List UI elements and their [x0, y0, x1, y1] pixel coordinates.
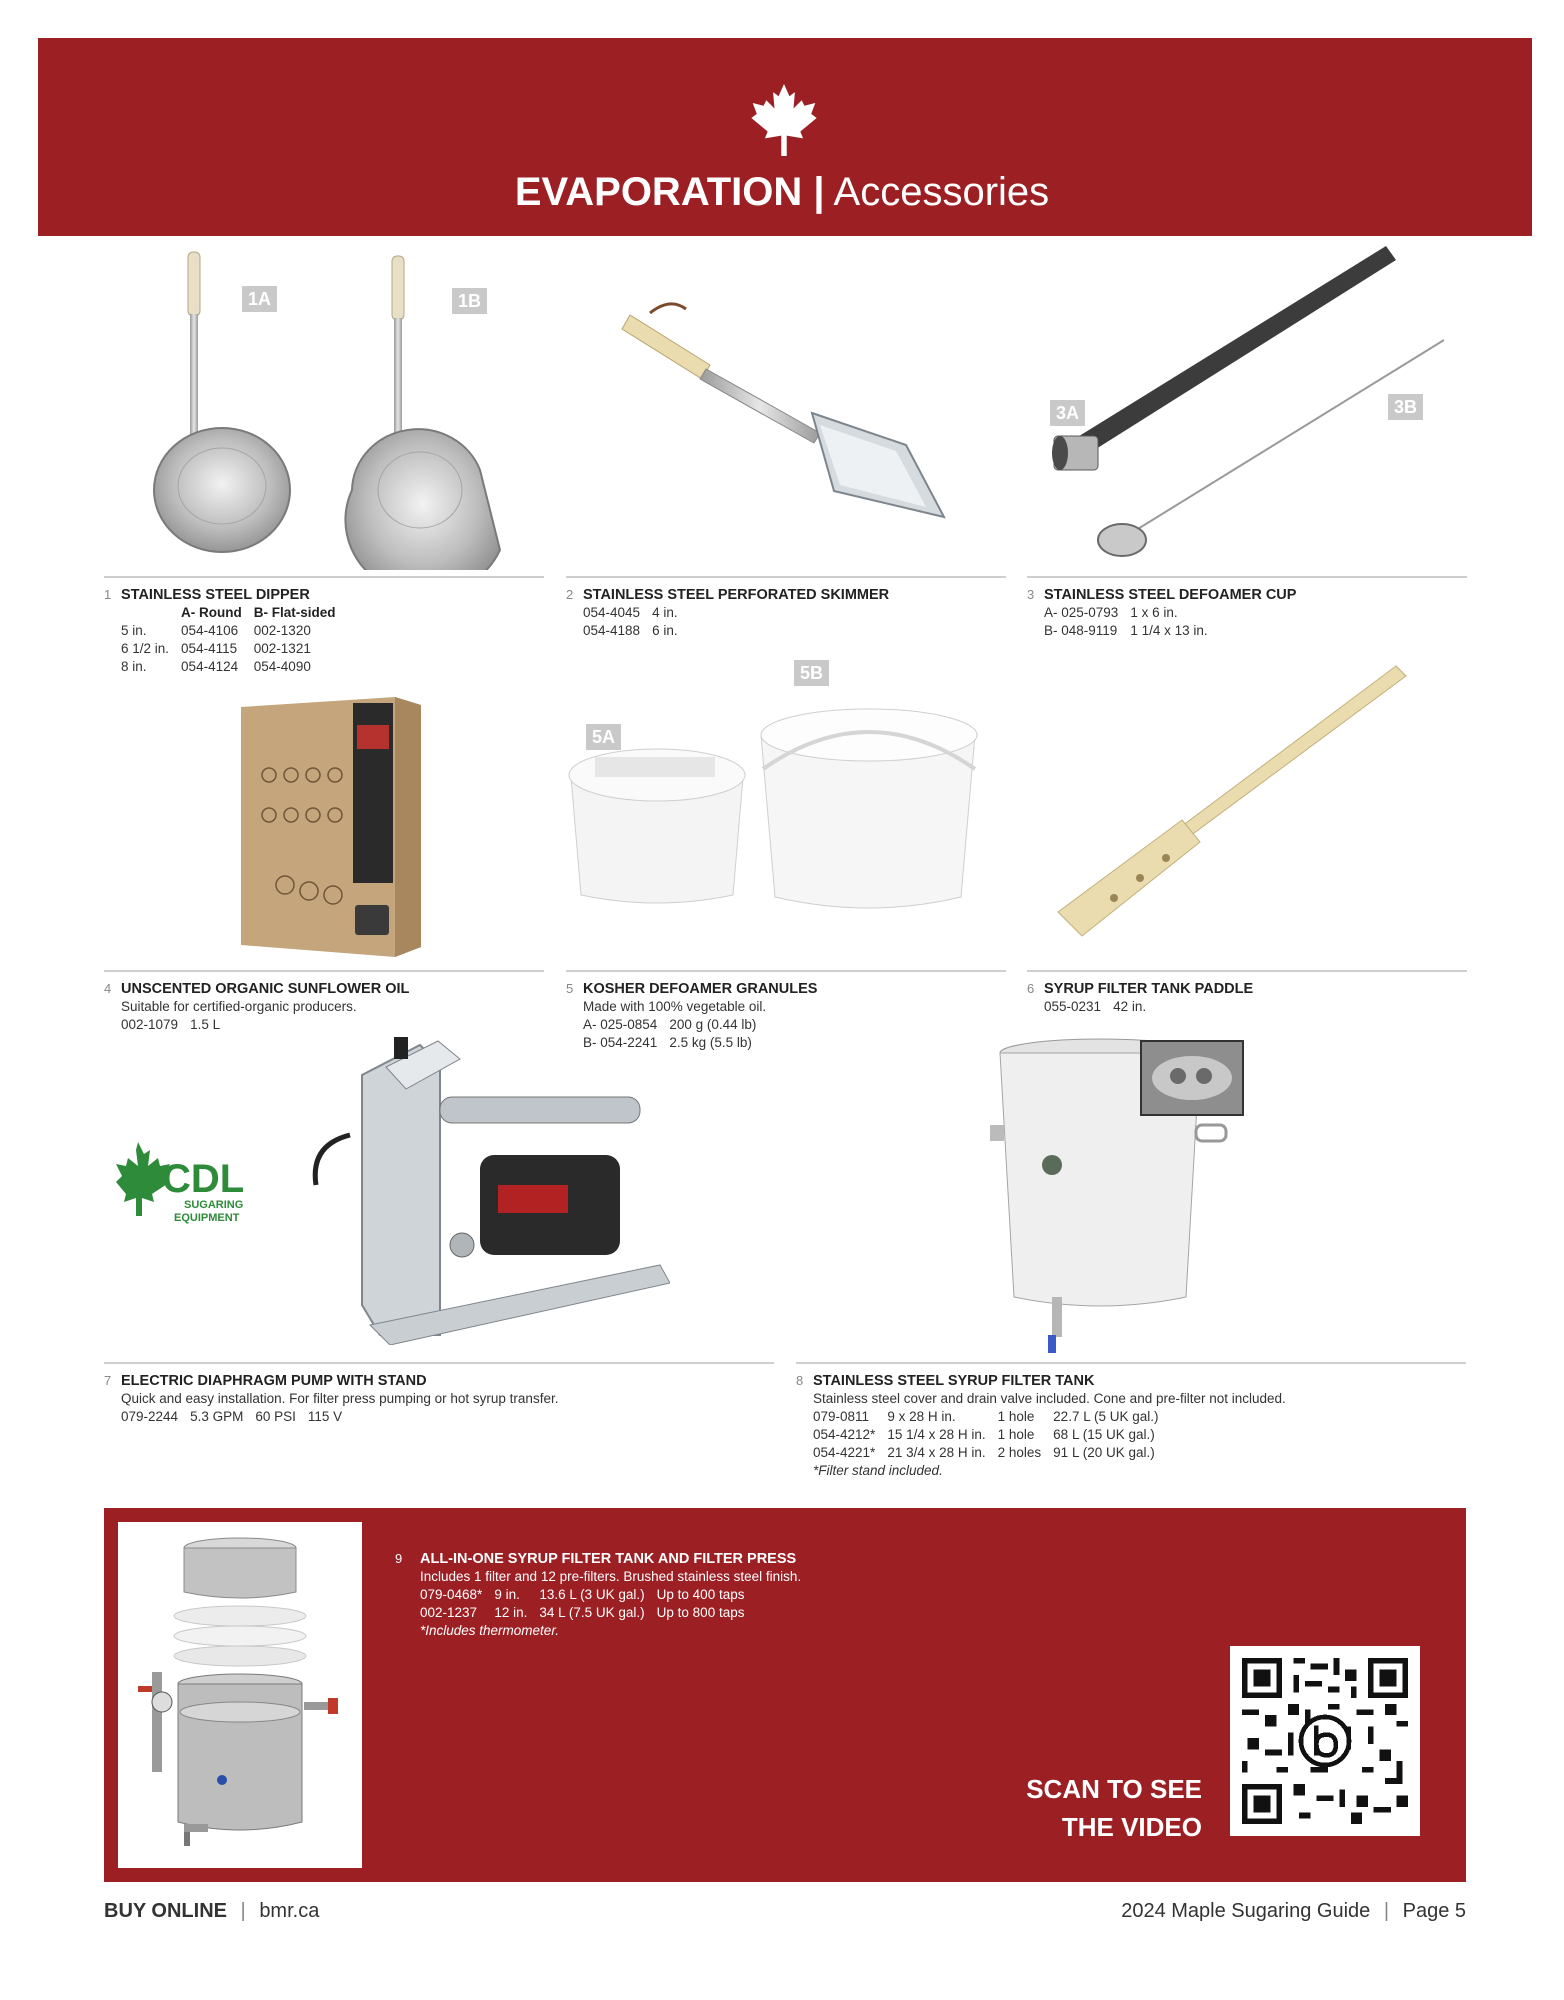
table-row — [1044, 622, 1220, 640]
product-7-table — [121, 1408, 354, 1426]
table-cell: B- 054-2241 — [583, 1035, 658, 1050]
product-7-title: ELECTRIC DIAPHRAGM PUMP WITH STAND — [121, 1373, 427, 1389]
buy-online-label: BUY ONLINE — [104, 1900, 227, 1922]
table-cell: 054-4124 — [181, 659, 239, 674]
table-row — [121, 640, 348, 658]
table-header-row — [121, 604, 348, 622]
table-cell: 054-4045 — [583, 605, 641, 620]
table-cell: 9 in. — [494, 1587, 520, 1602]
table-row — [583, 604, 690, 622]
table-cell: 115 V — [307, 1409, 343, 1424]
filter-press-photo-frame — [118, 1522, 362, 1868]
divider-8 — [796, 1362, 1466, 1364]
footer-separator-2: | — [1383, 1900, 1390, 1922]
scan-line-1: SCAN TO SEE — [1026, 1774, 1202, 1804]
logo-line2: EQUIPMENT — [174, 1212, 240, 1224]
divider-5 — [566, 970, 1006, 972]
table-cell: 8 in. — [121, 659, 147, 674]
product-9-title: ALL-IN-ONE SYRUP FILTER TANK AND FILTER PRESS — [420, 1551, 797, 1567]
table-cell: B- 048-9119 — [1044, 623, 1118, 638]
table-cell: 002-1237 — [420, 1605, 478, 1620]
product-8-table — [813, 1408, 1170, 1462]
product-4 — [104, 980, 544, 1034]
filter-tank-inset-photo — [1140, 1040, 1244, 1116]
guide-footer — [1121, 1900, 1466, 1923]
table-cell — [121, 604, 181, 622]
table-cell: 5.3 GPM — [190, 1409, 244, 1424]
title-separator: | — [813, 170, 825, 214]
product-4-table — [121, 1016, 232, 1034]
maple-leaf-icon — [750, 82, 818, 158]
cdl-logo — [116, 1140, 276, 1226]
scan-to-see-video — [960, 1770, 1202, 1846]
product-5-number: 5 — [566, 981, 574, 996]
product-2-number: 2 — [566, 587, 574, 602]
footer-separator: | — [240, 1900, 246, 1922]
product-6-title: SYRUP FILTER TANK PADDLE — [1044, 981, 1254, 997]
divider-1 — [104, 576, 544, 578]
qr-code[interactable] — [1230, 1646, 1420, 1836]
guide-title: 2024 Maple Sugaring Guide — [1121, 1900, 1371, 1922]
table-cell: 002-1079 — [121, 1017, 179, 1032]
product-8-description: Stainless steel cover and drain valve included. Cone and pre-filter not included. — [813, 1391, 1286, 1406]
product-6 — [1027, 980, 1467, 1016]
buy-online-footer — [104, 1900, 319, 1923]
table-cell: A- 025-0854 — [583, 1017, 658, 1032]
table-cell: 079-0468* — [420, 1587, 483, 1602]
product-9-note: *Includes thermometer. — [420, 1623, 560, 1638]
product-6-number: 6 — [1027, 981, 1035, 996]
table-cell: 1 hole — [997, 1427, 1035, 1442]
table-cell: 9 x 28 H in. — [887, 1409, 956, 1424]
table-cell: 34 L (7.5 UK gal.) — [539, 1605, 645, 1620]
table-cell: 054-4188 — [583, 623, 641, 638]
table-row — [583, 1016, 768, 1034]
product-9-number: 9 — [395, 1551, 403, 1566]
table-cell: 200 g (0.44 lb) — [669, 1017, 757, 1032]
product-3 — [1027, 586, 1467, 640]
filter-press-photo — [118, 1522, 362, 1868]
product-9-table — [420, 1586, 756, 1622]
logo-brand: CDL — [162, 1157, 245, 1201]
table-cell: 054-4212* — [813, 1427, 876, 1442]
skimmer-photo — [620, 295, 980, 525]
product-2-title: STAINLESS STEEL PERFORATED SKIMMER — [583, 587, 890, 603]
divider-4 — [104, 970, 544, 972]
table-cell: A- 025-0793 — [1044, 605, 1119, 620]
website-link[interactable]: bmr.ca — [259, 1900, 320, 1922]
table-row — [121, 1408, 354, 1426]
product-1-title: STAINLESS STEEL DIPPER — [121, 587, 310, 603]
qr-code-icon — [1242, 1658, 1408, 1824]
product-8-title: STAINLESS STEEL SYRUP FILTER TANK — [813, 1373, 1095, 1389]
table-cell: 4 in. — [652, 605, 678, 620]
product-2 — [566, 586, 1006, 640]
table-cell: Up to 400 taps — [656, 1587, 745, 1602]
table-cell: 5 in. — [121, 623, 147, 638]
divider-6 — [1027, 970, 1467, 972]
product-7-description: Quick and easy installation. For filter press pumping or hot syrup transfer. — [121, 1391, 559, 1406]
table-row — [121, 622, 348, 640]
table-cell: 13.6 L (3 UK gal.) — [539, 1587, 645, 1602]
table-cell: 1 x 6 in. — [1130, 605, 1178, 620]
product-5-description: Made with 100% vegetable oil. — [583, 999, 767, 1014]
product-4-title: UNSCENTED ORGANIC SUNFLOWER OIL — [121, 981, 410, 997]
product-1 — [104, 586, 544, 676]
table-cell: 054-4115 — [181, 641, 238, 656]
column-header-round: A- Round — [181, 605, 242, 620]
table-row — [121, 658, 348, 676]
divider-3 — [1027, 576, 1467, 578]
table-cell: 054-4106 — [181, 623, 239, 638]
table-cell: 6 1/2 in. — [121, 641, 170, 656]
title-light: Accessories — [833, 170, 1050, 214]
table-cell: 079-0811 — [813, 1409, 870, 1424]
table-row — [813, 1426, 1170, 1444]
product-8 — [796, 1372, 1466, 1480]
divider-7 — [104, 1362, 774, 1364]
table-cell: 1.5 L — [190, 1017, 221, 1032]
table-cell: 054-4090 — [253, 659, 311, 674]
product-4-description: Suitable for certified-organic producers. — [121, 999, 357, 1014]
table-cell: 079-2244 — [121, 1409, 179, 1424]
table-cell: 002-1321 — [253, 641, 311, 656]
product-7-number: 7 — [104, 1373, 112, 1388]
table-cell: 68 L (15 UK gal.) — [1053, 1427, 1155, 1442]
product-1-number: 1 — [104, 587, 112, 602]
product-9-description: Includes 1 filter and 12 pre-filters. Brushed stainless steel finish. — [420, 1569, 802, 1584]
tag-3a: 3A — [1050, 400, 1085, 426]
table-cell: 91 L (20 UK gal.) — [1053, 1445, 1155, 1460]
table-row — [1044, 604, 1220, 622]
diaphragm-pump-photo — [310, 1035, 670, 1345]
scan-line-2: THE VIDEO — [1061, 1812, 1202, 1842]
table-cell: 2.5 kg (5.5 lb) — [669, 1035, 752, 1050]
table-row — [1044, 998, 1158, 1016]
sunflower-oil-box-photo — [225, 695, 425, 957]
table-cell: 055-0231 — [1044, 999, 1102, 1014]
table-cell: 15 1/4 x 28 H in. — [887, 1427, 986, 1442]
table-cell: 6 in. — [652, 623, 678, 638]
table-cell: 2 holes — [997, 1445, 1042, 1460]
table-cell: 1 hole — [997, 1409, 1035, 1424]
defoamer-granules-photo — [565, 705, 995, 935]
table-cell: 054-4221* — [813, 1445, 876, 1460]
product-7 — [104, 1372, 774, 1426]
table-cell: 002-1320 — [253, 623, 311, 638]
table-cell: Up to 800 taps — [656, 1605, 745, 1620]
product-9 — [395, 1550, 1155, 1640]
table-row — [121, 1016, 232, 1034]
product-2-table — [583, 604, 690, 640]
table-cell: 22.7 L (5 UK gal.) — [1053, 1409, 1159, 1424]
page-number: Page 5 — [1402, 1900, 1466, 1922]
tag-3b: 3B — [1388, 394, 1423, 420]
column-header-flat: B- Flat-sided — [253, 605, 336, 620]
product-3-title: STAINLESS STEEL DEFOAMER CUP — [1044, 587, 1297, 603]
divider-2 — [566, 576, 1006, 578]
logo-line1: SUGARING — [184, 1199, 244, 1211]
table-row — [583, 622, 690, 640]
product-4-number: 4 — [104, 981, 112, 996]
product-3-number: 3 — [1027, 587, 1035, 602]
tag-1b: 1B — [452, 288, 487, 314]
table-cell: 42 in. — [1113, 999, 1147, 1014]
tag-5b: 5B — [794, 660, 829, 686]
page-title — [0, 168, 1564, 216]
table-cell: 1 1/4 x 13 in. — [1130, 623, 1208, 638]
table-row — [420, 1604, 756, 1622]
paddle-photo — [1050, 660, 1410, 940]
product-8-note: *Filter stand included. — [813, 1463, 943, 1478]
product-1-table — [121, 604, 348, 676]
table-cell: 21 3/4 x 28 H in. — [887, 1445, 986, 1460]
product-3-table — [1044, 604, 1220, 640]
tag-5a: 5A — [586, 724, 621, 750]
tag-1a: 1A — [242, 286, 277, 312]
product-8-number: 8 — [796, 1373, 804, 1388]
table-row — [813, 1408, 1170, 1426]
table-cell: 12 in. — [494, 1605, 528, 1620]
title-bold: EVAPORATION — [514, 170, 803, 214]
table-row — [420, 1586, 756, 1604]
product-5-title: KOSHER DEFOAMER GRANULES — [583, 981, 818, 997]
table-row — [813, 1444, 1170, 1462]
table-cell: 60 PSI — [255, 1409, 296, 1424]
product-6-table — [1044, 998, 1158, 1016]
